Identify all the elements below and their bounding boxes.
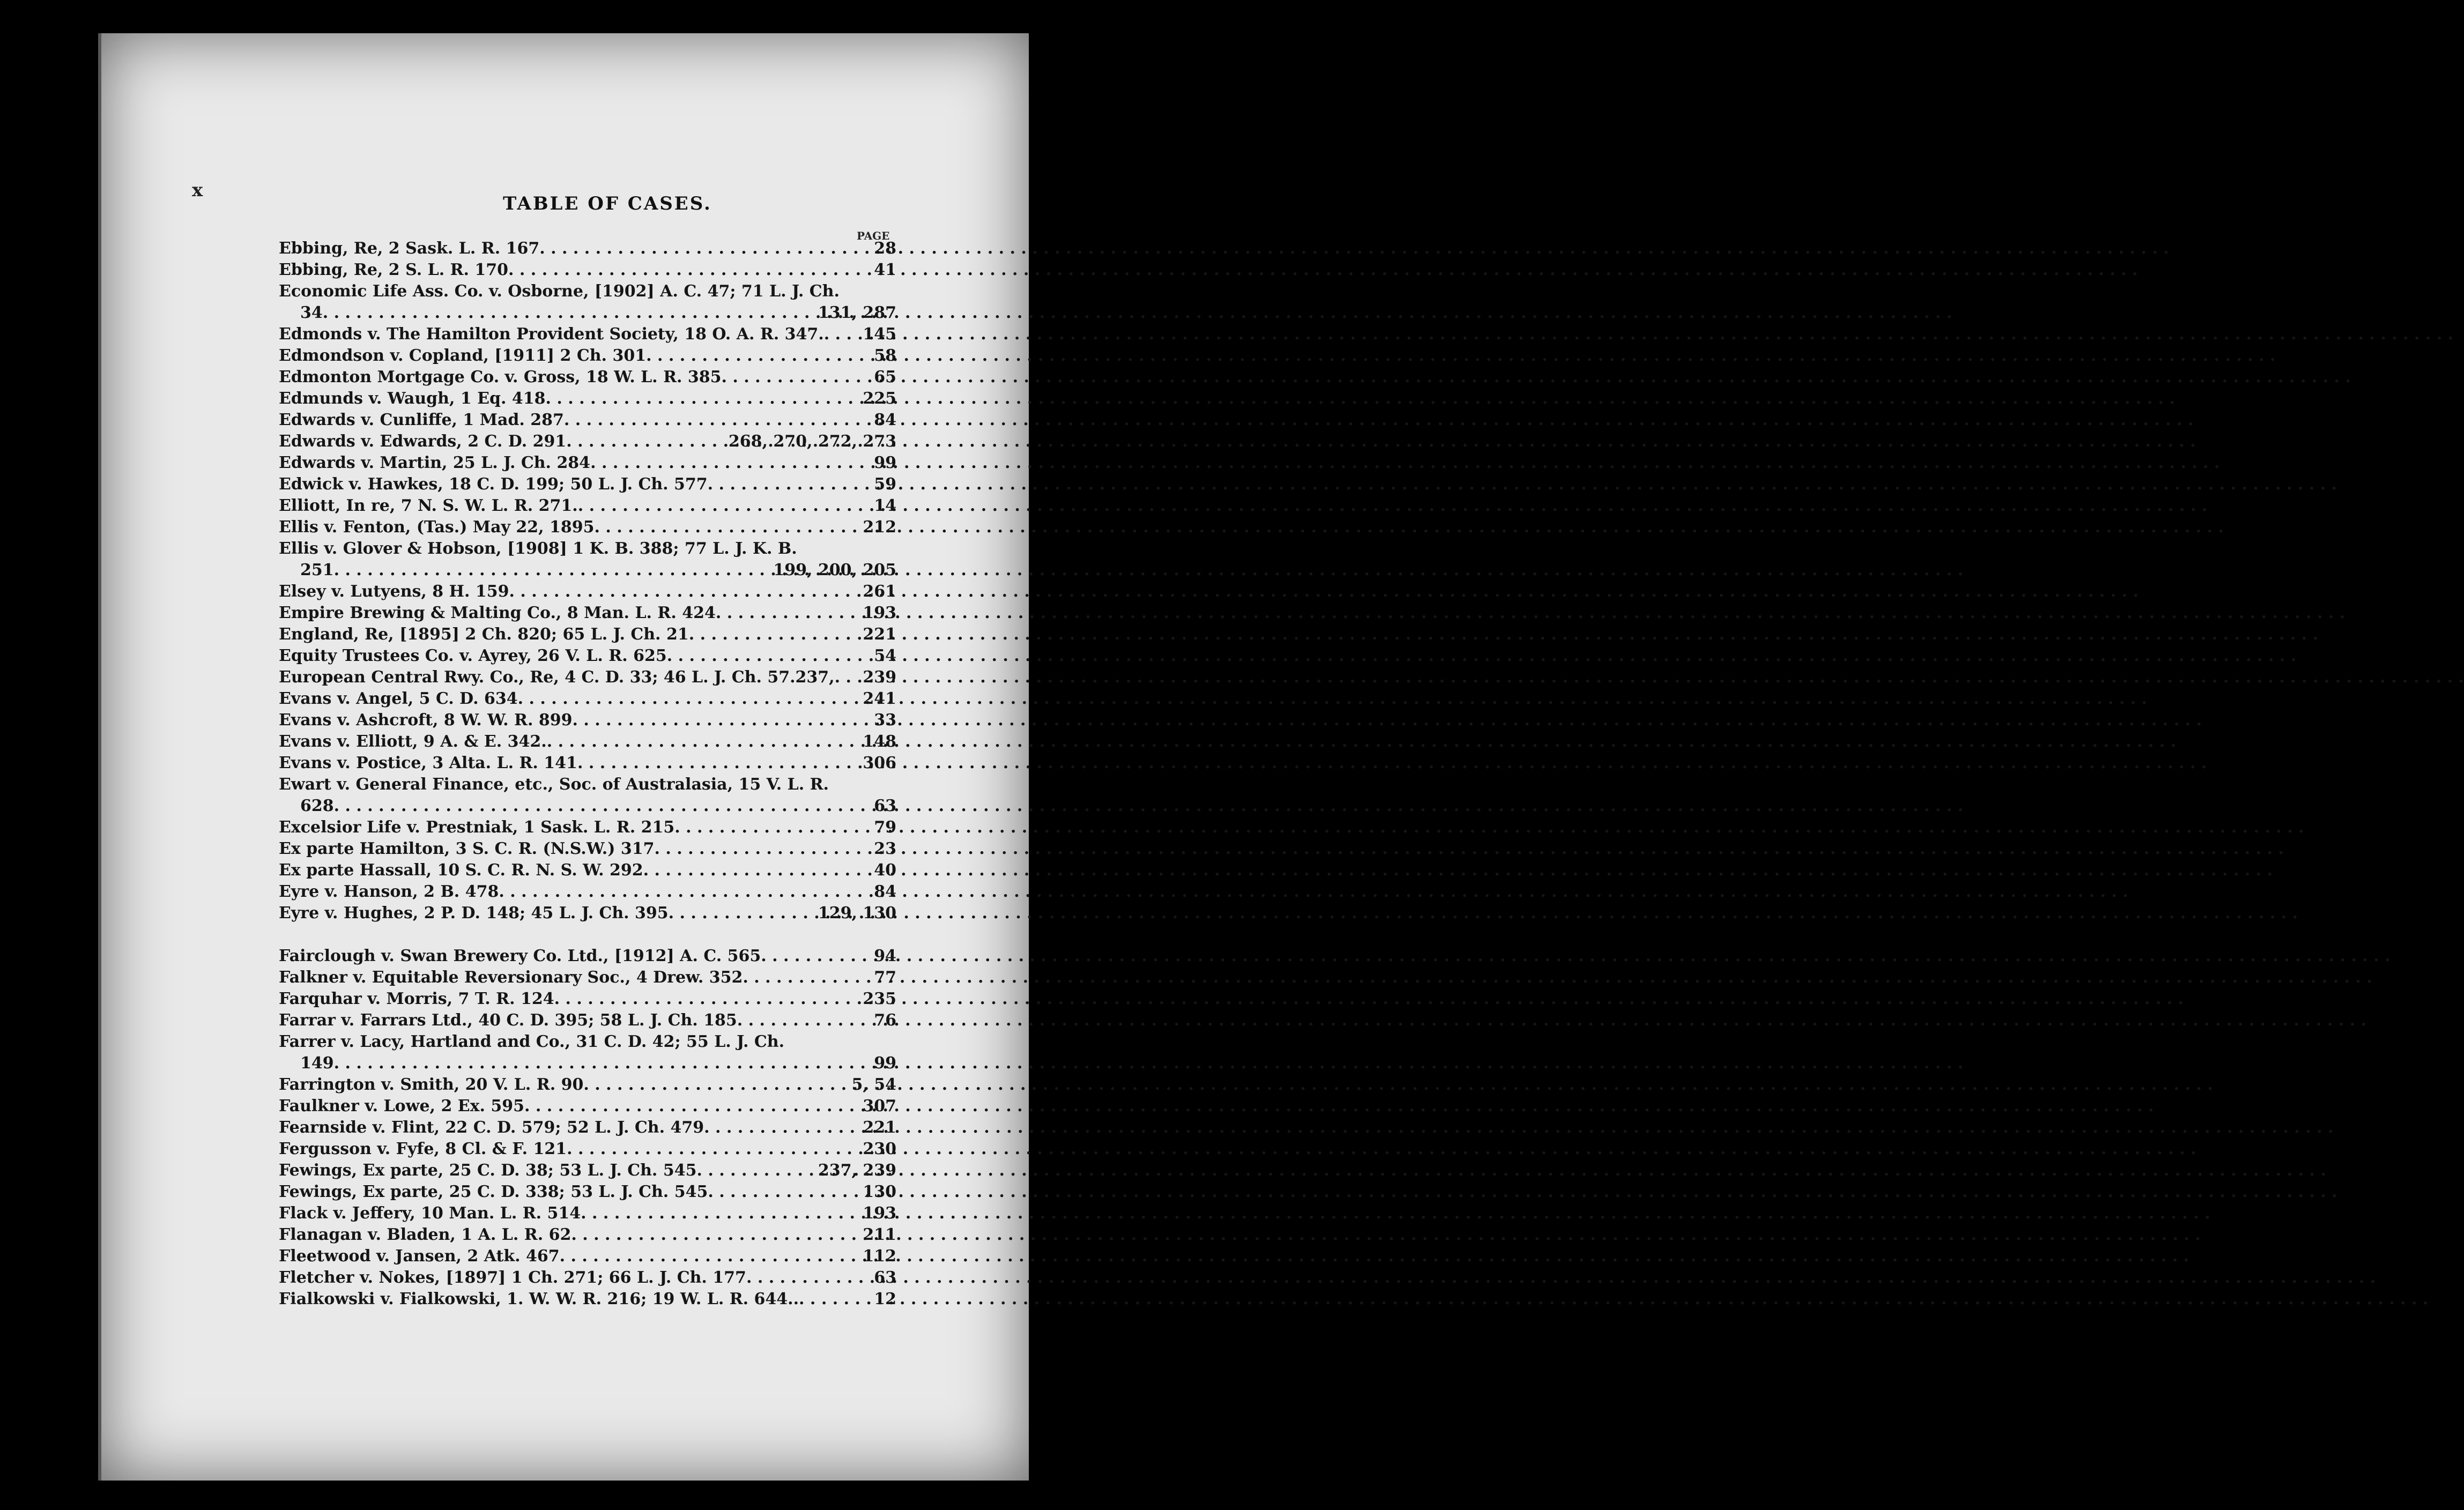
dot-leader: [646, 345, 871, 367]
page-reference: 230: [863, 1140, 896, 1158]
case-citation: Farrington v. Smith, 20 V. L. R. 90: [279, 1075, 584, 1094]
dot-leader: [835, 667, 860, 688]
case-entry: [279, 645, 896, 667]
dot-leader: [654, 838, 871, 860]
dot-leader: [323, 302, 815, 324]
case-row: [279, 324, 896, 345]
page-reference: 145: [863, 325, 896, 344]
case-row: [279, 1181, 896, 1203]
case-row: [279, 410, 896, 431]
page-reference: 235: [863, 990, 896, 1008]
dot-leader: [708, 474, 871, 495]
case-entry: [279, 753, 896, 774]
case-entry: [279, 517, 896, 538]
case-citation: Ellis v. Glover & Hobson, [1908] 1 K. B. 388; 77 L. J. K. B.: [279, 539, 797, 558]
case-row: [279, 838, 896, 860]
case-row: [279, 753, 896, 774]
dot-leader: [560, 1246, 860, 1267]
case-citation: Ewart v. General Finance, etc., Soc. of Australasia, 15 V. L. R.: [279, 775, 829, 794]
case-citation: Falkner v. Equitable Reversionary Soc., 4 Drew. 352: [279, 968, 743, 987]
page-reference: 77: [874, 968, 896, 987]
dot-leader: [334, 560, 770, 581]
page-reference: 54: [874, 646, 896, 665]
case-citation: Farrer v. Lacy, Hartland and Co., 31 C. D. 42; 55 L. J. Ch.: [279, 1032, 785, 1051]
case-row: [279, 1074, 896, 1096]
case-row: [279, 538, 896, 560]
cases-e-list: [279, 238, 896, 924]
dot-leader: [572, 710, 871, 731]
page-reference: 131, 287: [818, 303, 896, 322]
case-citation: Edwick v. Hawkes, 18 C. D. 199; 50 L. J. Ch. 577: [279, 475, 708, 494]
case-citation: Fletcher v. Nokes, [1897] 1 Ch. 271; 66 L. J. Ch. 177: [279, 1268, 746, 1287]
case-entry: [279, 838, 896, 860]
case-citation: Evans v. Ashcroft, 8 W. W. R. 899: [279, 711, 573, 730]
case-row: [279, 345, 896, 367]
dot-leader: [716, 602, 860, 624]
case-entry: [279, 1246, 896, 1267]
case-citation: Fearnside v. Flint, 22 C. D. 579; 52 L. J. Ch. 479: [279, 1118, 704, 1137]
case-entry: [279, 967, 896, 988]
case-row: [279, 731, 896, 753]
case-citation-continued: 628: [300, 797, 334, 815]
case-entry: [279, 1117, 896, 1139]
page-reference: 221: [863, 625, 896, 644]
case-entry: [279, 1139, 896, 1160]
case-entry: [279, 1010, 896, 1031]
case-citation: Evans v. Elliott, 9 A. & E. 342.: [279, 732, 547, 751]
case-row: [279, 774, 896, 795]
case-entry: [279, 1224, 896, 1246]
case-row: [279, 259, 896, 281]
dot-leader: [667, 645, 871, 667]
page-reference: 28: [874, 239, 896, 258]
page-reference: 40: [874, 861, 896, 880]
dot-leader: [334, 795, 871, 817]
page-reference: 241: [863, 689, 896, 708]
case-row: [279, 388, 896, 410]
page-reference: 14: [874, 496, 896, 515]
case-entry: [279, 881, 896, 903]
page-reference: 261: [863, 582, 896, 601]
dot-leader: [643, 860, 871, 881]
dot-leader: [746, 1267, 871, 1289]
case-row-continuation: [279, 1053, 896, 1074]
dot-leader: [518, 688, 860, 710]
dot-leader: [508, 259, 871, 281]
page-reference: 99: [874, 453, 896, 472]
page-reference: 5, 54: [851, 1075, 896, 1094]
dot-leader: [578, 495, 871, 517]
case-entry: [279, 281, 896, 324]
page-reference: 225: [863, 389, 896, 408]
case-row: [279, 602, 896, 624]
dot-leader: [571, 1224, 859, 1246]
section-gap: [279, 924, 896, 946]
case-citation-continued: 251: [300, 561, 334, 579]
page-reference: 199, 200, 205: [773, 561, 896, 579]
case-row: [279, 1246, 896, 1267]
case-row: [279, 517, 896, 538]
case-citation: Edmunds v. Waugh, 1 Eq. 418: [279, 389, 546, 408]
case-citation: Fewings, Ex parte, 25 C. D. 38; 53 L. J. Ch. 545: [279, 1161, 697, 1180]
case-entry: [279, 452, 896, 474]
dot-leader: [577, 753, 859, 774]
dot-leader: [696, 1160, 814, 1181]
case-row: [279, 988, 896, 1010]
case-citation: Evans v. Postice, 3 Alta. L. R. 141: [279, 754, 577, 772]
case-row-continuation: [279, 302, 896, 324]
case-citation: Empire Brewing & Malting Co., 8 Man. L. R. 424: [279, 604, 716, 622]
case-row-continuation: [279, 795, 896, 817]
case-citation: Fergusson v. Fyfe, 8 Cl. & F. 121: [279, 1140, 567, 1158]
case-citation: Flack v. Jeffery, 10 Man. L. R. 514: [279, 1204, 581, 1223]
case-row: [279, 474, 896, 495]
case-citation: Elliott, In re, 7 N. S. W. L. R. 271.: [279, 496, 578, 515]
case-entry: [279, 602, 896, 624]
case-citation: Faulkner v. Lowe, 2 Ex. 595: [279, 1097, 525, 1115]
dot-leader: [509, 581, 859, 602]
case-row: [279, 967, 896, 988]
case-citation: Ex parte Hassall, 10 S. C. R. N. S. W. 292: [279, 861, 643, 880]
page-reference: 148: [863, 732, 896, 751]
case-entry: [279, 1203, 896, 1224]
case-citation: Flanagan v. Bladen, 1 A. L. R. 62: [279, 1225, 572, 1244]
case-row: [279, 817, 896, 838]
page-reference: 221: [863, 1118, 896, 1137]
dot-leader: [566, 431, 725, 452]
case-citation: Eyre v. Hughes, 2 P. D. 148; 45 L. J. Ch. 395: [279, 904, 669, 923]
page-reference: 84: [874, 411, 896, 429]
dot-leader: [799, 1289, 871, 1310]
case-citation: Elsey v. Lutyens, 8 H. 159: [279, 582, 509, 601]
page-reference: 268, 270, 272, 273: [728, 432, 896, 451]
case-entry: [279, 903, 896, 924]
dot-leader: [567, 1139, 859, 1160]
case-citation: Economic Life Ass. Co. v. Osborne, [1902] A. C. 47; 71 L. J. Ch.: [279, 282, 840, 301]
case-citation: Equity Trustees Co. v. Ayrey, 26 V. L. R. 625: [279, 646, 667, 665]
dot-leader: [704, 1117, 859, 1139]
case-citation-continued: 34: [300, 303, 323, 322]
page-reference: 307: [863, 1097, 896, 1115]
page-reference: 84: [874, 882, 896, 901]
case-row: [279, 495, 896, 517]
page-reference: 237, 239: [818, 1161, 896, 1180]
page-reference: 306: [863, 754, 896, 772]
case-row: [279, 431, 896, 452]
page-folio: x: [192, 180, 203, 201]
case-row-continuation: [279, 560, 896, 581]
dot-leader: [689, 624, 860, 645]
page-reference: 130: [863, 1182, 896, 1201]
dot-leader: [546, 388, 860, 410]
dot-leader: [737, 1010, 871, 1031]
page-reference: 193: [863, 1204, 896, 1223]
case-row: [279, 581, 896, 602]
page-reference: 76: [874, 1011, 896, 1030]
case-entry: [279, 1096, 896, 1117]
case-entry: [279, 1031, 896, 1074]
dot-leader: [824, 324, 860, 345]
case-row: [279, 667, 896, 688]
case-entry: [279, 1267, 896, 1289]
case-row: [279, 367, 896, 388]
case-row: [279, 281, 896, 302]
case-entry: [279, 817, 896, 838]
case-citation: Fairclough v. Swan Brewery Co. Ltd., [1912] A. C. 565: [279, 947, 761, 965]
page-reference: 112: [863, 1247, 896, 1266]
case-entry: [279, 731, 896, 753]
case-row: [279, 903, 896, 924]
case-citation: Ellis v. Fenton, (Tas.) May 22, 1895: [279, 518, 595, 537]
table-of-cases: [279, 238, 896, 1310]
case-citation: Farrar v. Farrars Ltd., 40 C. D. 395; 58 L. J. Ch. 185: [279, 1011, 737, 1030]
case-entry: [279, 667, 896, 688]
case-entry: [279, 259, 896, 281]
case-citation: Eyre v. Hanson, 2 B. 478: [279, 882, 499, 901]
cases-f-list: [279, 946, 896, 1310]
page-reference: 129, 130: [818, 904, 896, 923]
page-reference: 41: [874, 261, 896, 279]
case-entry: [279, 710, 896, 731]
page-reference: 23: [874, 839, 896, 858]
page-reference: 211: [863, 1225, 896, 1244]
case-citation: Ebbing, Re, 2 S. L. R. 170: [279, 261, 509, 279]
case-entry: [279, 324, 896, 345]
case-citation: Edmonds v. The Hamilton Provident Society, 18 O. A. R. 347.: [279, 325, 824, 344]
case-row: [279, 1010, 896, 1031]
page-title: TABLE OF CASES.: [503, 193, 712, 214]
dot-leader: [583, 1074, 848, 1096]
dot-leader: [674, 817, 871, 838]
page-reference: 193: [863, 604, 896, 622]
case-row: [279, 238, 896, 259]
case-citation: Farquhar v. Morris, 7 T. R. 124: [279, 990, 554, 1008]
page-reference: 59: [874, 475, 896, 494]
case-row: [279, 1289, 896, 1310]
case-citation-continued: 149: [300, 1054, 334, 1073]
page-reference: 212: [863, 518, 896, 537]
page-reference: 65: [874, 368, 896, 386]
page-reference: 33: [874, 711, 896, 730]
case-citation: Edmonton Mortgage Co. v. Gross, 18 W. L. R. 385: [279, 368, 722, 386]
page-reference: 58: [874, 346, 896, 365]
case-entry: [279, 410, 896, 431]
case-entry: [279, 345, 896, 367]
case-entry: [279, 860, 896, 881]
case-entry: [279, 431, 896, 452]
case-entry: [279, 988, 896, 1010]
case-entry: [279, 538, 896, 581]
case-entry: [279, 774, 896, 817]
case-row: [279, 881, 896, 903]
case-row: [279, 1031, 896, 1053]
page-reference: 63: [874, 797, 896, 815]
page-column-label: PAGE: [857, 229, 890, 242]
case-citation: Ebbing, Re, 2 Sask. L. R. 167: [279, 239, 540, 258]
case-citation: European Central Rwy. Co., Re, 4 C. D. 33; 46 L. J. Ch. 57.237,: [279, 668, 835, 687]
dot-leader: [761, 946, 871, 967]
case-entry: [279, 388, 896, 410]
case-row: [279, 1224, 896, 1246]
case-row: [279, 1267, 896, 1289]
case-entry: [279, 367, 896, 388]
dot-leader: [524, 1096, 859, 1117]
case-entry: [279, 624, 896, 645]
case-entry: [279, 688, 896, 710]
case-citation: Fialkowski v. Fialkowski, 1. W. W. R. 216; 19 W. L. R. 644..: [279, 1290, 799, 1308]
dot-leader: [743, 967, 871, 988]
case-entry: [279, 1181, 896, 1203]
dot-leader: [590, 452, 871, 474]
case-row: [279, 645, 896, 667]
case-citation: Edmondson v. Copland, [1911] 2 Ch. 301: [279, 346, 647, 365]
dot-leader: [722, 367, 871, 388]
case-citation: England, Re, [1895] 2 Ch. 820; 65 L. J. Ch. 21: [279, 625, 689, 644]
case-entry: [279, 1074, 896, 1096]
dot-leader: [564, 410, 871, 431]
case-row: [279, 624, 896, 645]
case-row: [279, 1117, 896, 1139]
page-reference: 63: [874, 1268, 896, 1287]
dot-leader: [554, 988, 860, 1010]
case-citation: Excelsior Life v. Prestniak, 1 Sask. L. R. 215: [279, 818, 675, 837]
case-citation: Fleetwood v. Jansen, 2 Atk. 467: [279, 1247, 560, 1266]
dot-leader: [499, 881, 871, 903]
case-entry: [279, 238, 896, 259]
dot-leader: [581, 1203, 859, 1224]
page-reference: 99: [874, 1054, 896, 1073]
case-entry: [279, 946, 896, 967]
case-row: [279, 1139, 896, 1160]
case-row: [279, 946, 896, 967]
case-row: [279, 688, 896, 710]
page-reference: 12: [874, 1290, 896, 1308]
case-citation: Edwards v. Martin, 25 L. J. Ch. 284: [279, 453, 591, 472]
case-row: [279, 1203, 896, 1224]
page-reference: 79: [874, 818, 896, 837]
dot-leader: [595, 517, 860, 538]
case-row: [279, 1096, 896, 1117]
case-citation: Evans v. Angel, 5 C. D. 634: [279, 689, 518, 708]
dot-leader: [334, 1053, 871, 1074]
page-reference: 94: [874, 947, 896, 965]
case-row: [279, 452, 896, 474]
case-citation: Edwards v. Cunliffe, 1 Mad. 287: [279, 411, 564, 429]
case-row: [279, 860, 896, 881]
case-entry: [279, 581, 896, 602]
dot-leader: [669, 903, 815, 924]
dot-leader: [708, 1181, 859, 1203]
case-citation: Edwards v. Edwards, 2 C. D. 291: [279, 432, 567, 451]
case-entry: [279, 474, 896, 495]
case-citation: Ex parte Hamilton, 3 S. C. R. (N.S.W.) 317: [279, 839, 655, 858]
dot-leader: [547, 731, 860, 753]
dot-leader: [539, 238, 871, 259]
case-entry: [279, 495, 896, 517]
page-reference: 239: [863, 668, 896, 687]
case-row: [279, 1160, 896, 1181]
case-entry: [279, 1289, 896, 1310]
case-row: [279, 710, 896, 731]
case-entry: [279, 1160, 896, 1181]
case-citation: Fewings, Ex parte, 25 C. D. 338; 53 L. J. Ch. 545: [279, 1182, 708, 1201]
